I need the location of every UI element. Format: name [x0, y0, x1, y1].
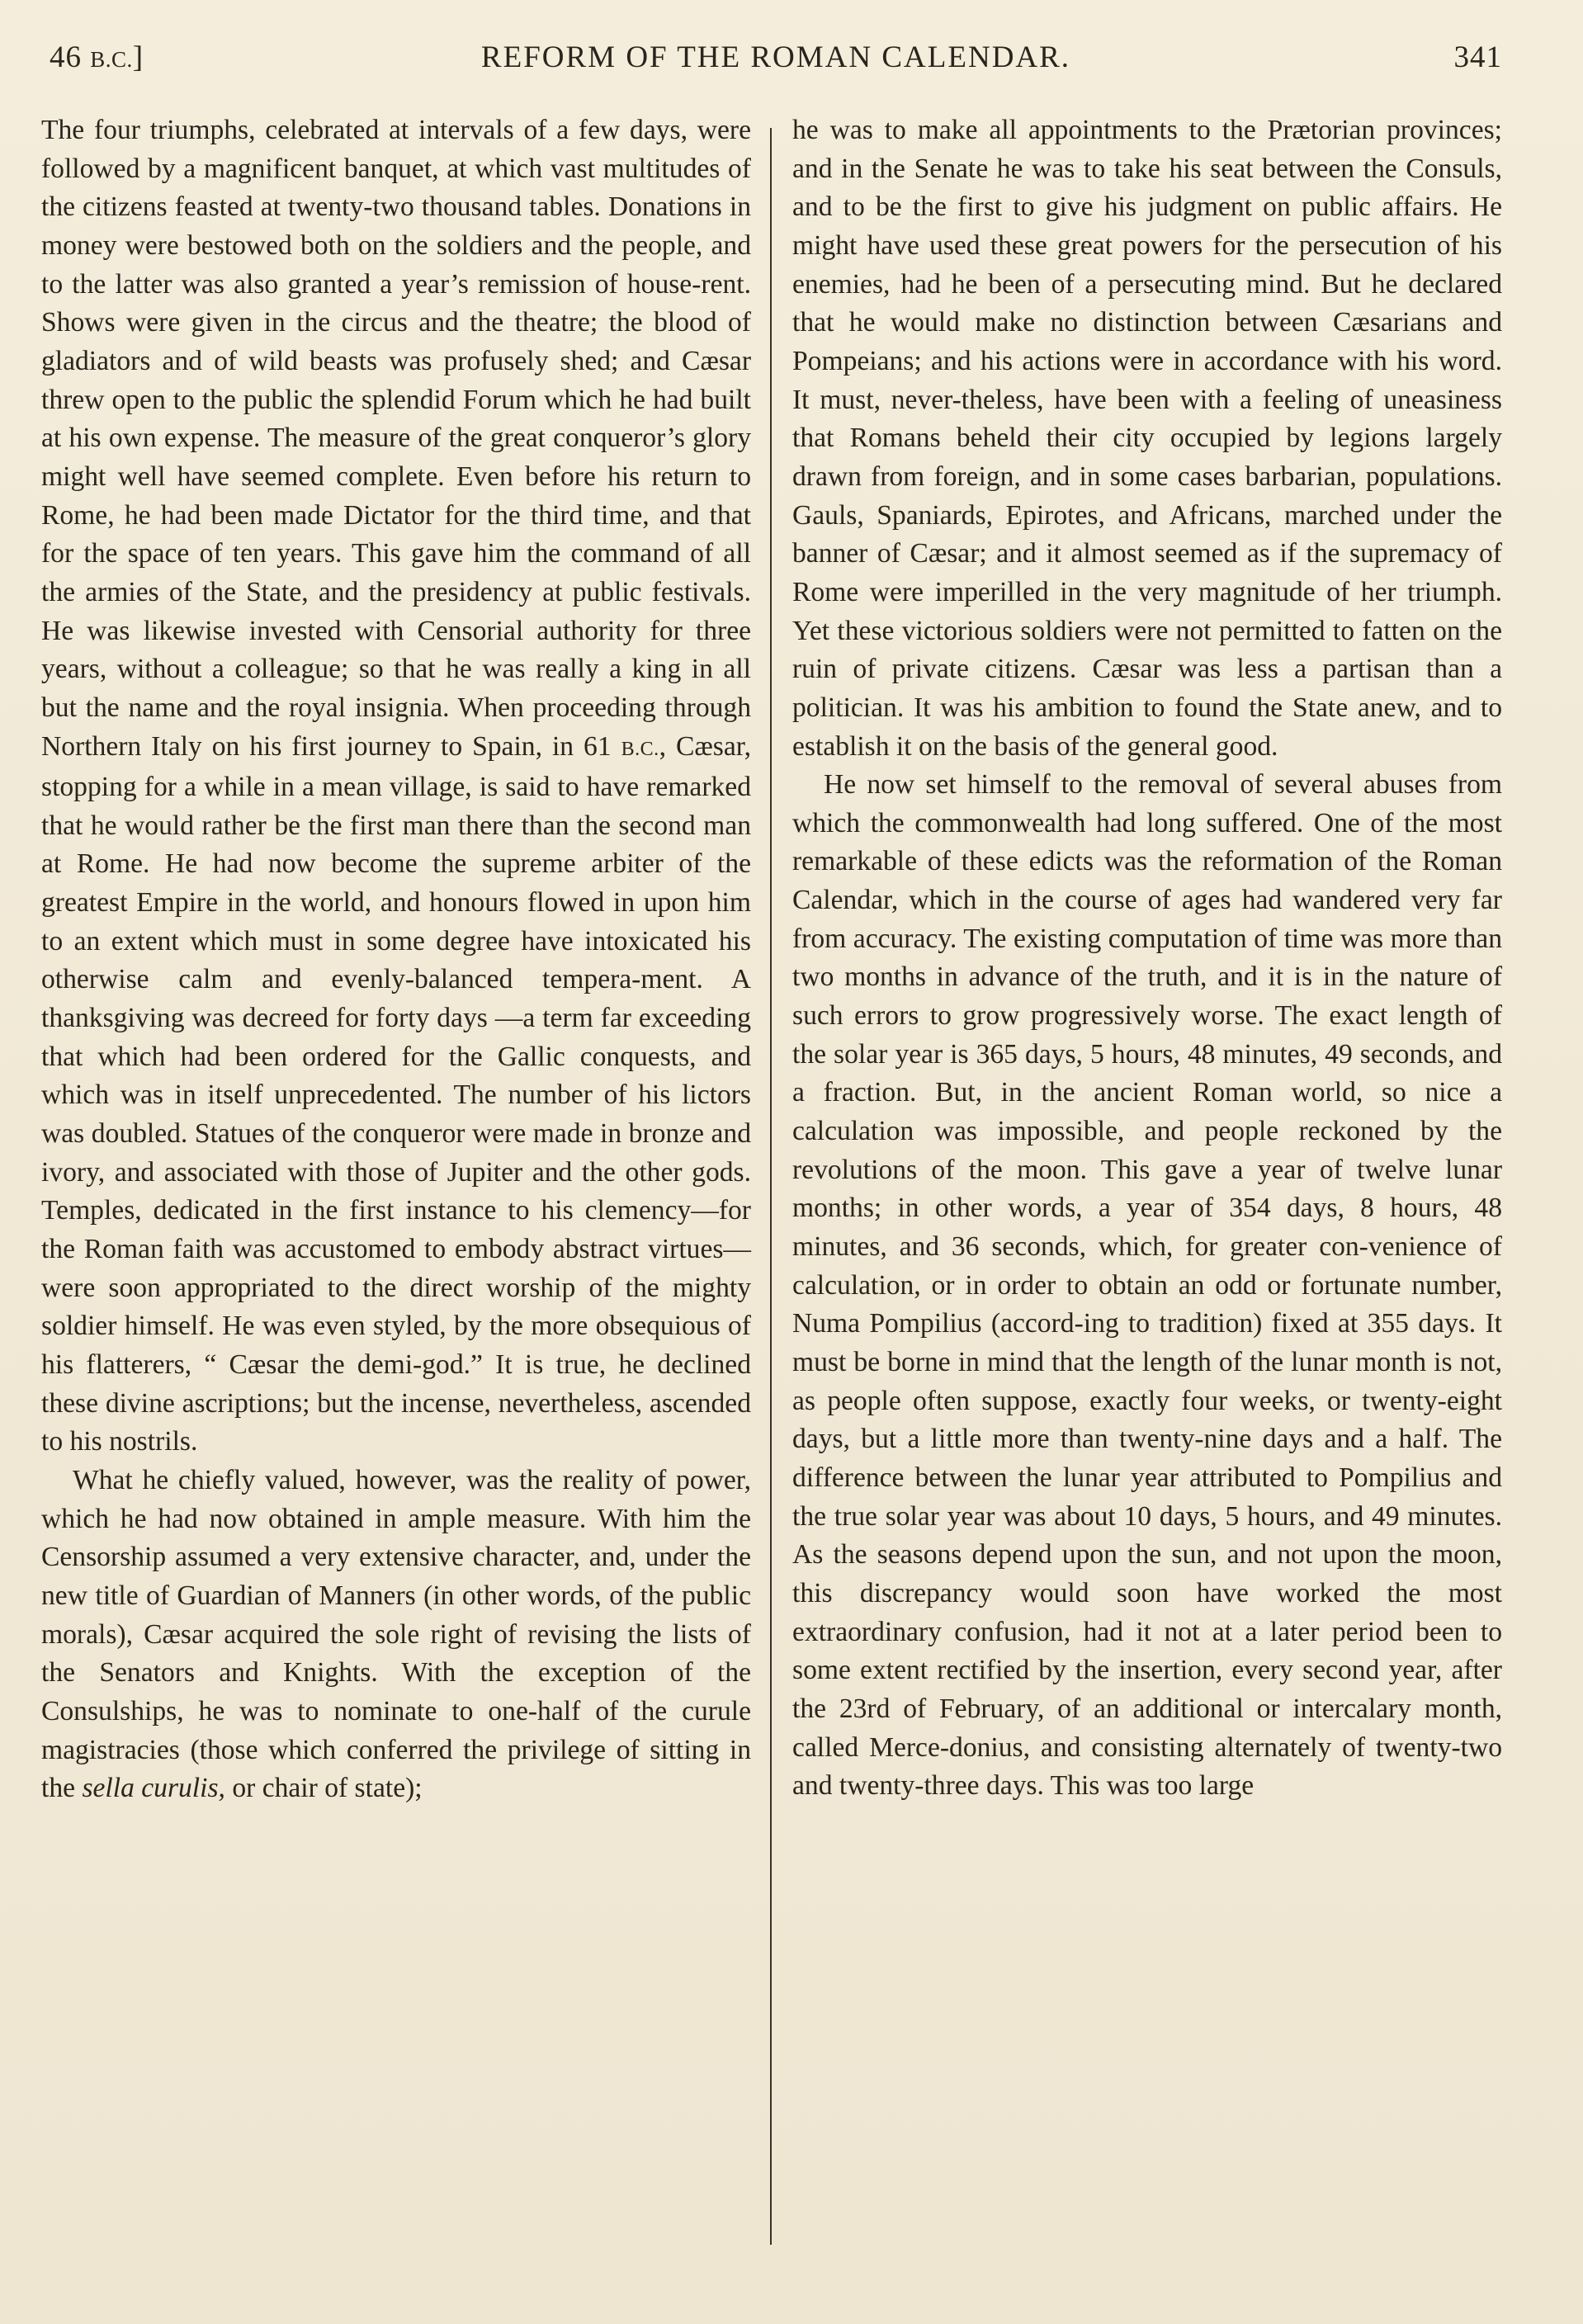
- header-era: B.C.: [90, 47, 133, 72]
- paragraph-text: The four triumphs, celebrated at intervals of a few days, were followed by a magnificent banquet, at which vast multitudes of the citizens feasted at twenty-two thousand tables. Donations in money were bestowed both on the soldiers and the people, and to the latter was also granted a year’s remission of house-rent. Shows were given in the circus and the theatre; the blood of gladiators and of wild beasts was profusely shed; and Cæsar threw open to the public the splendid Forum which he had built at his own expense. The measure of the great conqueror’s glory might well have seemed complete. Even before his return to Rome, he had been made Dictator for the third time, and that for the space of ten years. This gave him the command of all the armies of the State, and the presidency at public festivals. He was likewise invested with Censorial authority for three years, without a colleague; so that he was really a king in all but the name and the royal insignia. When proceeding through Northern Italy on his first journey to Spain, in 61: [41, 115, 751, 762]
- paragraph-text: , Cæsar, stopping for a while in a mean village, is said to have remarked that he would rather be the first man there than the second man at Rome. He had now become the supreme arbiter of the greatest Empire in the world, and honours flowed in upon him to an extent which must in some degree have intoxicated his otherwise calm and evenly-balanced tempera-ment. A thanksgiving was decreed for forty days —a term far exceeding that which had been ordered for the Gallic conquests, and which was in itself unprecedented. The number of his lictors was doubled. Statues of the conqueror were made in bronze and ivory, and associated with those of Jupiter and the other gods. Temples, dedicated in the first instance to his clemency—for the Roman faith was accustomed to embody abstract virtues—were soon appropriated to the direct worship of the mighty soldier himself. He was even styled, by the more obsequious of his flatterers, “ Cæsar the demi-god.” It is true, he declined these divine ascriptions; but the incense, nevertheless, ascended to his nostrils.: [41, 730, 751, 1457]
- era-abbreviation: B.C.: [621, 738, 659, 760]
- paragraph-text: or chair of state);: [232, 1773, 423, 1804]
- right-column: [792, 111, 1502, 1806]
- header-year: 46: [50, 40, 82, 74]
- paragraph-calendar: He now set himself to the removal of several abuses from which the commonwealth had long suffered. One of the most remarkable of these edicts was the reformation of the Roman Calendar, which in the course of ages had wandered very far from accuracy. The existing computation of time was more than two months in advance of the truth, and it is in the nature of such errors to grow progressively worse. The exact length of the solar year is 365 days, 5 hours, 48 minutes, 49 seconds, and a fraction. But, in the ancient Roman world, so nice a calculation was impossible, and people reckoned by the revolutions of the moon. This gave a year of twelve lunar months; in other words, a year of 354 days, 8 hours, 48 minutes, and 36 seconds, which, for greater con-venience of calculation, or in order to obtain an odd or fortunate number, Numa Pompilius (accord-ing to tradition) fixed at 355 days. It must be borne in mind that the length of the lunar month is not, as people often suppose, exactly four weeks, or twenty-eight days, but a little more than twenty-nine days and a half. The difference between the lunar year attributed to Pompilius and the true solar year was about 10 days, 5 hours, and 49 minutes. As the seasons depend upon the sun, and not upon the moon, this discrepancy would soon have worked the most extraordinary confusion, had it not at a later period been to some extent rectified by the insertion, every second year, after the 23rd of February, of an additional or intercalary month, called Merce-donius, and consisting alternately of twenty-two and twenty-three days. This was too large: [792, 769, 1502, 1802]
- running-header: [50, 40, 1502, 83]
- left-column: [41, 111, 751, 1808]
- column-divider: [770, 128, 772, 2245]
- paragraph-triumphs: [41, 111, 751, 1462]
- paragraph-text: What he chiefly valued, however, was the reality of power, which he had now obtained in ample measure. With him the Censorship assumed a very extensive character, and, under the new title of Guardian of Manners (in other words, of the public morals), Cæsar acquired the sole right of revising the lists of the Senators and Knights. With the exception of the Consulships, he was to nominate to one-half of the curule magistracies (those which conferred the privilege of sitting in the: [41, 1464, 751, 1804]
- latin-term: sella curulis,: [82, 1773, 225, 1804]
- header-bracket: ]: [132, 40, 144, 74]
- paragraph-appointments: he was to make all appointments to the Prætorian provinces; and in the Senate he was to take his seat between the Consuls, and to be the first to give his judgment on public affairs. He might have used these great powers for the persecution of his enemies, had he been of a persecuting mind. But he declared that he would make no distinction between Cæsarians and Pompeians; and his actions were in accordance with his word. It must, never-theless, have been with a feeling of uneasiness that Romans beheld their city occupied by legions largely drawn from foreign, and in some cases barbarian, populations. Gauls, Spaniards, Epirotes, and Africans, marched under the banner of Cæsar; and it almost seemed as if the supremacy of Rome were imperilled in the very magnitude of her triumph. Yet these victorious soldiers were not permitted to fatten on the ruin of private citizens. Cæsar was less a partisan than a politician. It was his ambition to found the State anew, and to establish it on the basis of the general good.: [792, 115, 1502, 762]
- paragraph-power: [41, 1462, 751, 1808]
- page-number: 341: [1453, 40, 1502, 74]
- page-title: REFORM OF THE ROMAN CALENDAR.: [480, 40, 1071, 74]
